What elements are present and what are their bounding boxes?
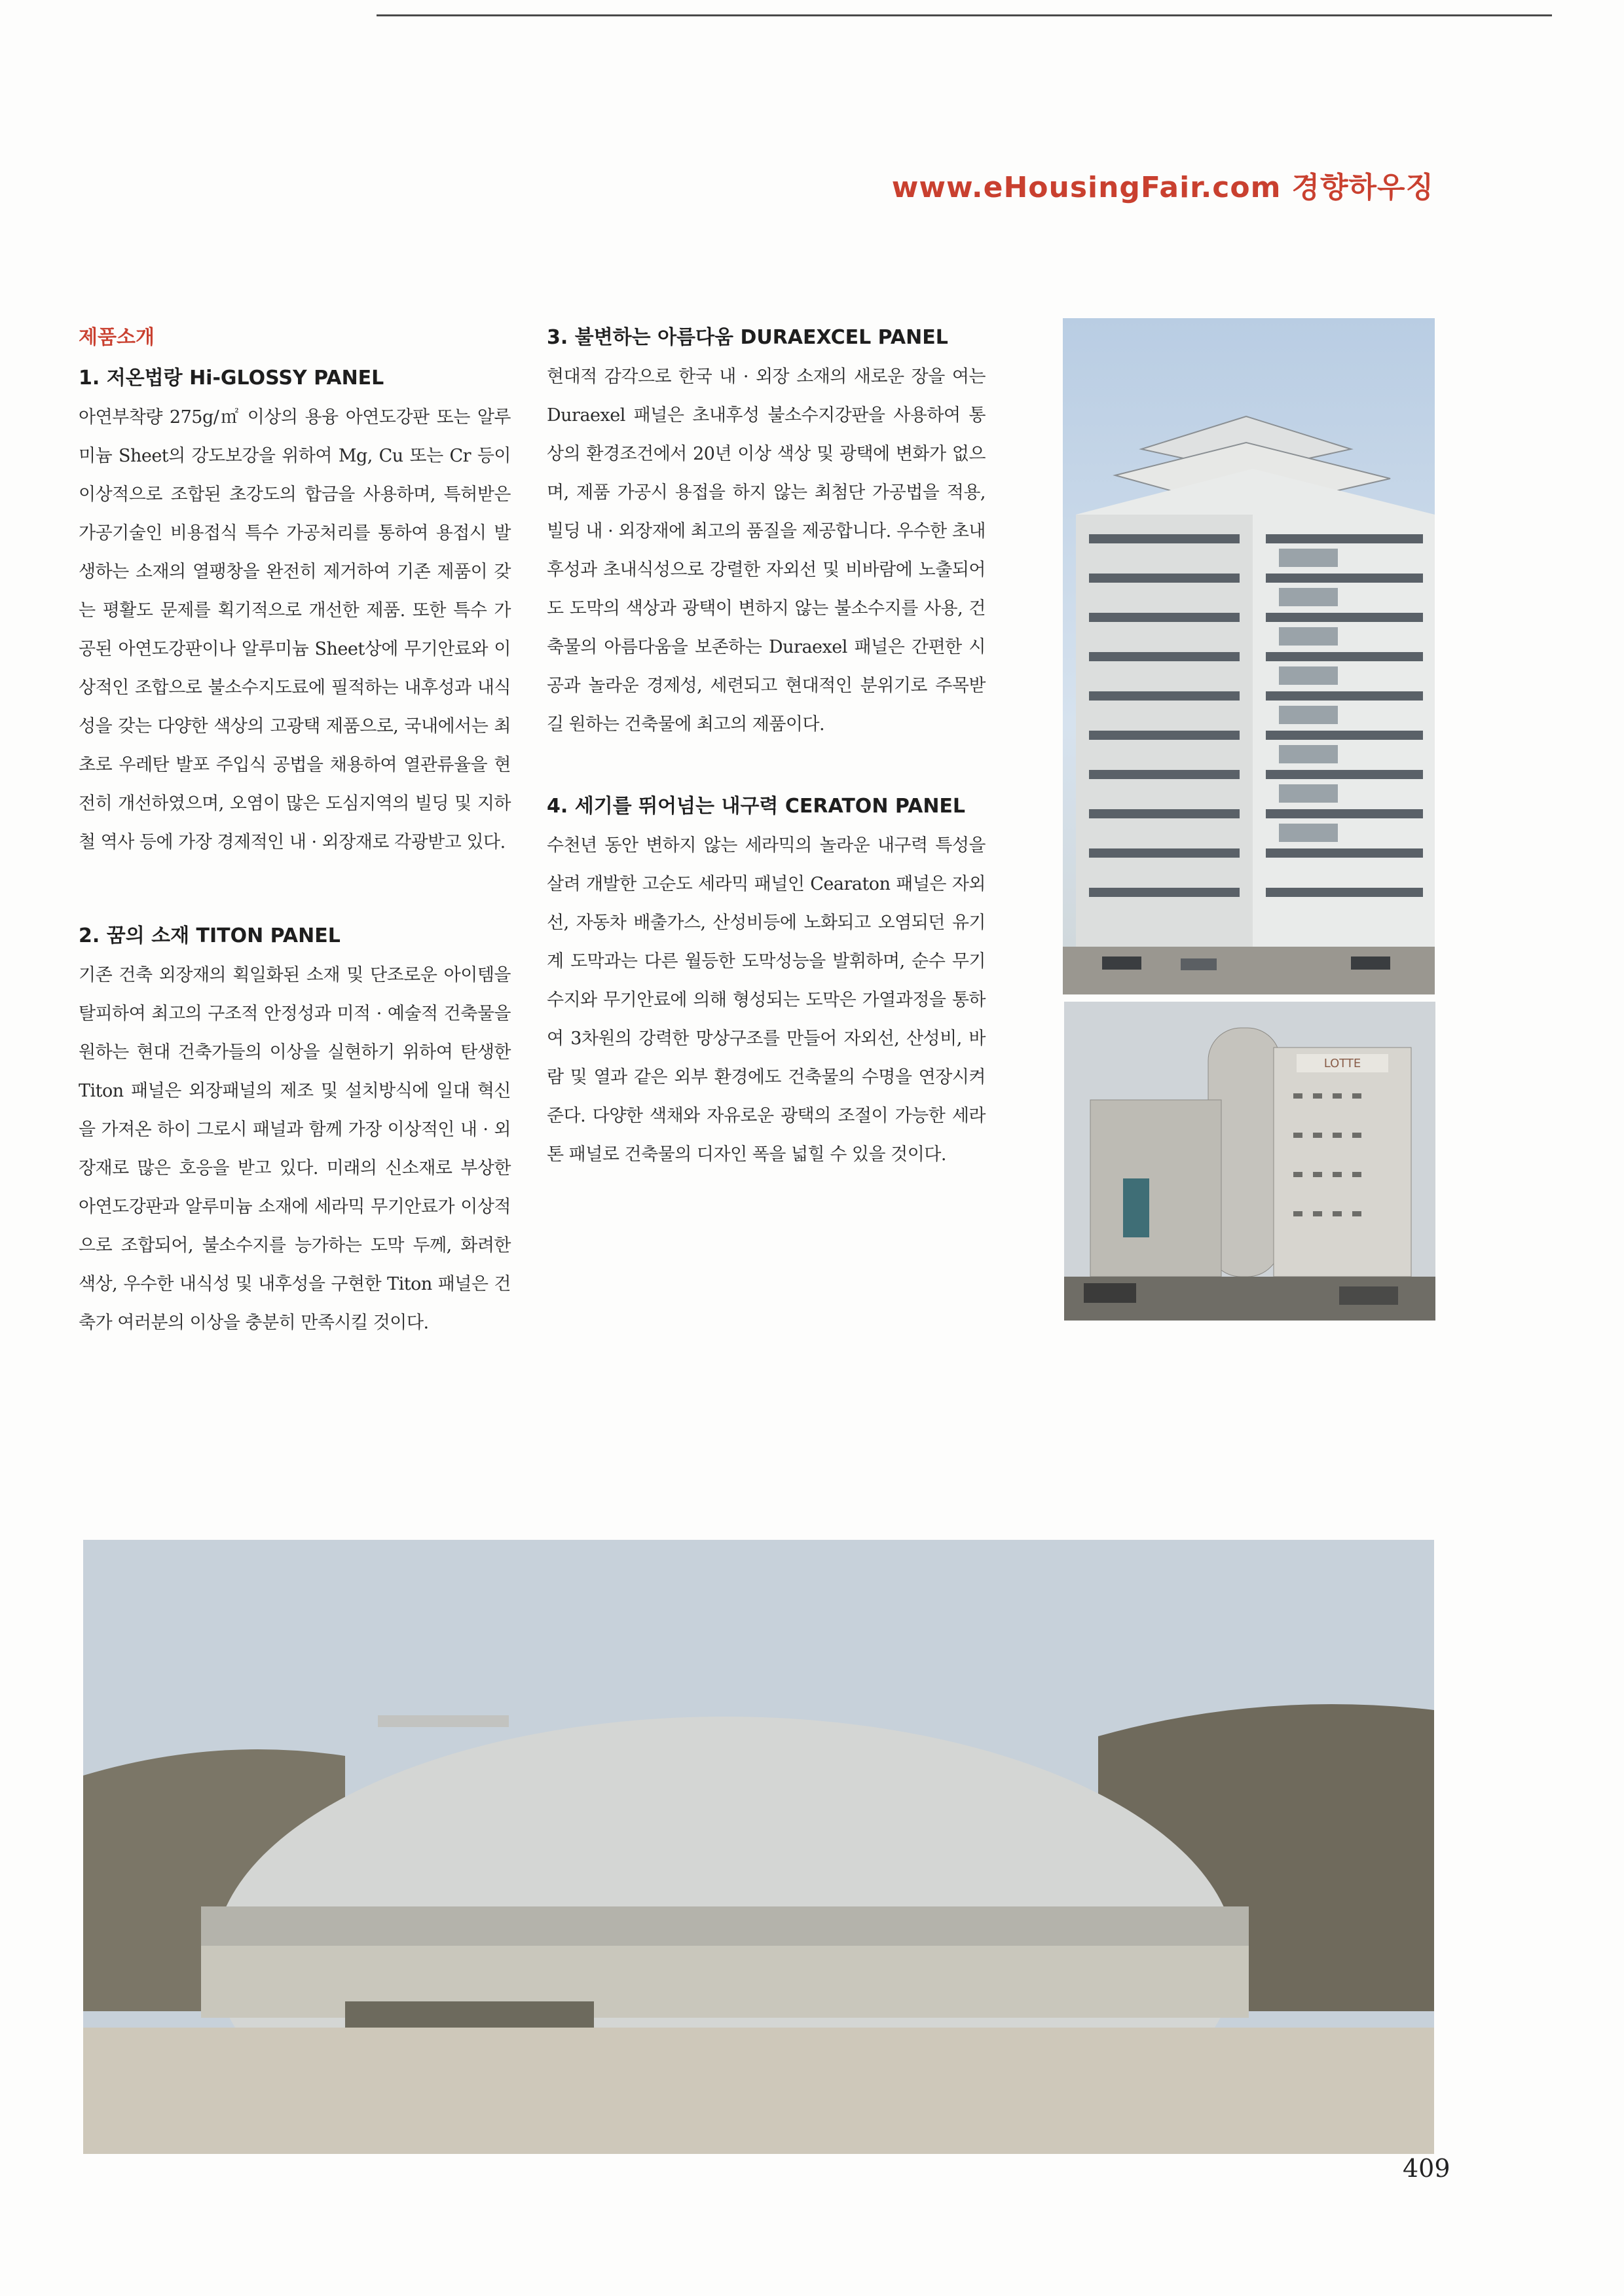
section-4-body: 수천년 동안 변하지 않는 세라믹의 놀라운 내구력 특성을 살려 개발한 고순도 세라믹 패널인 Cearaton 패널은 자외선, 자동차 배출가스, 산성비등에 노화되고 오염되던 유기계 도막과는 다른 월등한 도막성능을 발휘하며, 순수 무기수지와 무기안료에 의해 형성되는 도막은 가열과정을 통하여 3차원의 강력한 망상구조를 만들어 자외선, 산성비, 바람 및 열과 같은 외부 환경에도 건축물의 수명을 연장시켜 준다. 다양한 색채와 자유로운 광택의 조절이 가능한 세라톤 패널로 건축물의 디자인 폭을 넓힐 수 있을 것이다. — [547, 835, 986, 1165]
section-2-body: 기존 건축 외장재의 획일화된 소재 및 단조로운 아이템을 탈피하여 최고의 구조적 안정성과 미적 · 예술적 건축물을 원하는 현대 건축가들의 이상을 실현하기 위하여 탄생한 Titon 패널은 외장패널의 제조 및 설치방식에 일대 혁신을 가져온 하이 그로시 패널과 함께 가장 이상적인 내 · 외장재로 많은 호응을 받고 있다. 미래의 신소재로 부상한 아연도강판과 알루미늄 소재에 세라믹 무기안료가 이상적으로 조합되어, 불소수지를 능가하는 도막 두께, 화려한 색상, 우수한 내식성 및 내후성을 구현한 Titon 패널은 건축가 여러분의 이상을 충분히 만족시킬 것이다. — [79, 965, 511, 1333]
header-rule — [377, 14, 1552, 16]
section-label: 제품소개 — [79, 326, 155, 349]
site-url[interactable]: www.eHousingFair.com — [891, 171, 1282, 204]
department-store-photo — [1064, 1002, 1435, 1321]
brand-name: 경향하우징 — [1291, 171, 1434, 204]
department-store-illustration — [1064, 1002, 1435, 1321]
section-4-title: 4. 세기를 뛰어넘는 내구력 CERATON PANEL — [547, 795, 966, 818]
section-1-body: 아연부착량 275g/㎡ 이상의 용융 아연도강판 또는 알루미늄 Sheet의 강도보강을 위하여 Mg, Cu 또는 Cr 등이 이상적으로 조합된 초강도의 합금을 사용하며, 특허받은 가공기술인 비용접식 특수 가공처리를 통하여 용접시 발생하는 소재의 열팽창을 완전히 제거하여 기존 제품이 갖는 평활도 문제를 획기적으로 개선한 제품. 또한 특수 가공된 아연도강판이나 알루미늄 Sheet상에 무기안료와 이상적인 조합으로 불소수지도료에 필적하는 내후성과 내식성을 갖는 다양한 색상의 고광택 제품으로, 국내에서는 최초로 우레탄 발포 주입식 공법을 채용하여 열관류율을 현전히 개선하였으며, 오염이 많은 도심지역의 빌딩 및 지하철 역사 등에 가장 경제적인 내 · 외장재로 각광받고 있다. — [79, 407, 511, 852]
office-tower-illustration — [1063, 318, 1435, 994]
store-sign: LOTTE — [1323, 1057, 1361, 1070]
section-1-title: 1. 저온법랑 Hi-GLOSSY PANEL — [79, 367, 384, 390]
dome-stadium-photo — [83, 1540, 1434, 2154]
section-3-body: 현대적 감각으로 한국 내 · 외장 소재의 새로운 장을 여는 Duraexel 패널은 초내후성 불소수지강판을 사용하여 통상의 환경조건에서 20년 이상 색상 및 광택에 변화가 없으며, 제품 가공시 용접을 하지 않는 최첨단 가공법을 적용, 빌딩 내 · 외장재에 최고의 품질을 제공합니다. 우수한 초내후성과 초내식성으로 강렬한 자외선 및 비바람에 노출되어도 도막의 색상과 광택이 변하지 않는 불소수지를 사용, 건축물의 아름다움을 보존하는 Duraexel 패널은 간편한 시공과 놀라운 경제성, 세련되고 현대적인 분위기로 주목받길 원하는 건축물에 최고의 제품이다. — [547, 367, 986, 735]
dome-stadium-illustration — [83, 1540, 1434, 2154]
left-column — [79, 321, 511, 1342]
office-tower-photo — [1063, 318, 1435, 994]
section-2-title: 2. 꿈의 소재 TITON PANEL — [79, 924, 341, 947]
page-number: 409 — [1403, 2154, 1450, 2183]
header-brand — [892, 164, 1434, 206]
middle-column — [547, 321, 986, 1174]
section-3-title: 3. 불변하는 아름다움 DURAEXCEL PANEL — [547, 326, 948, 349]
